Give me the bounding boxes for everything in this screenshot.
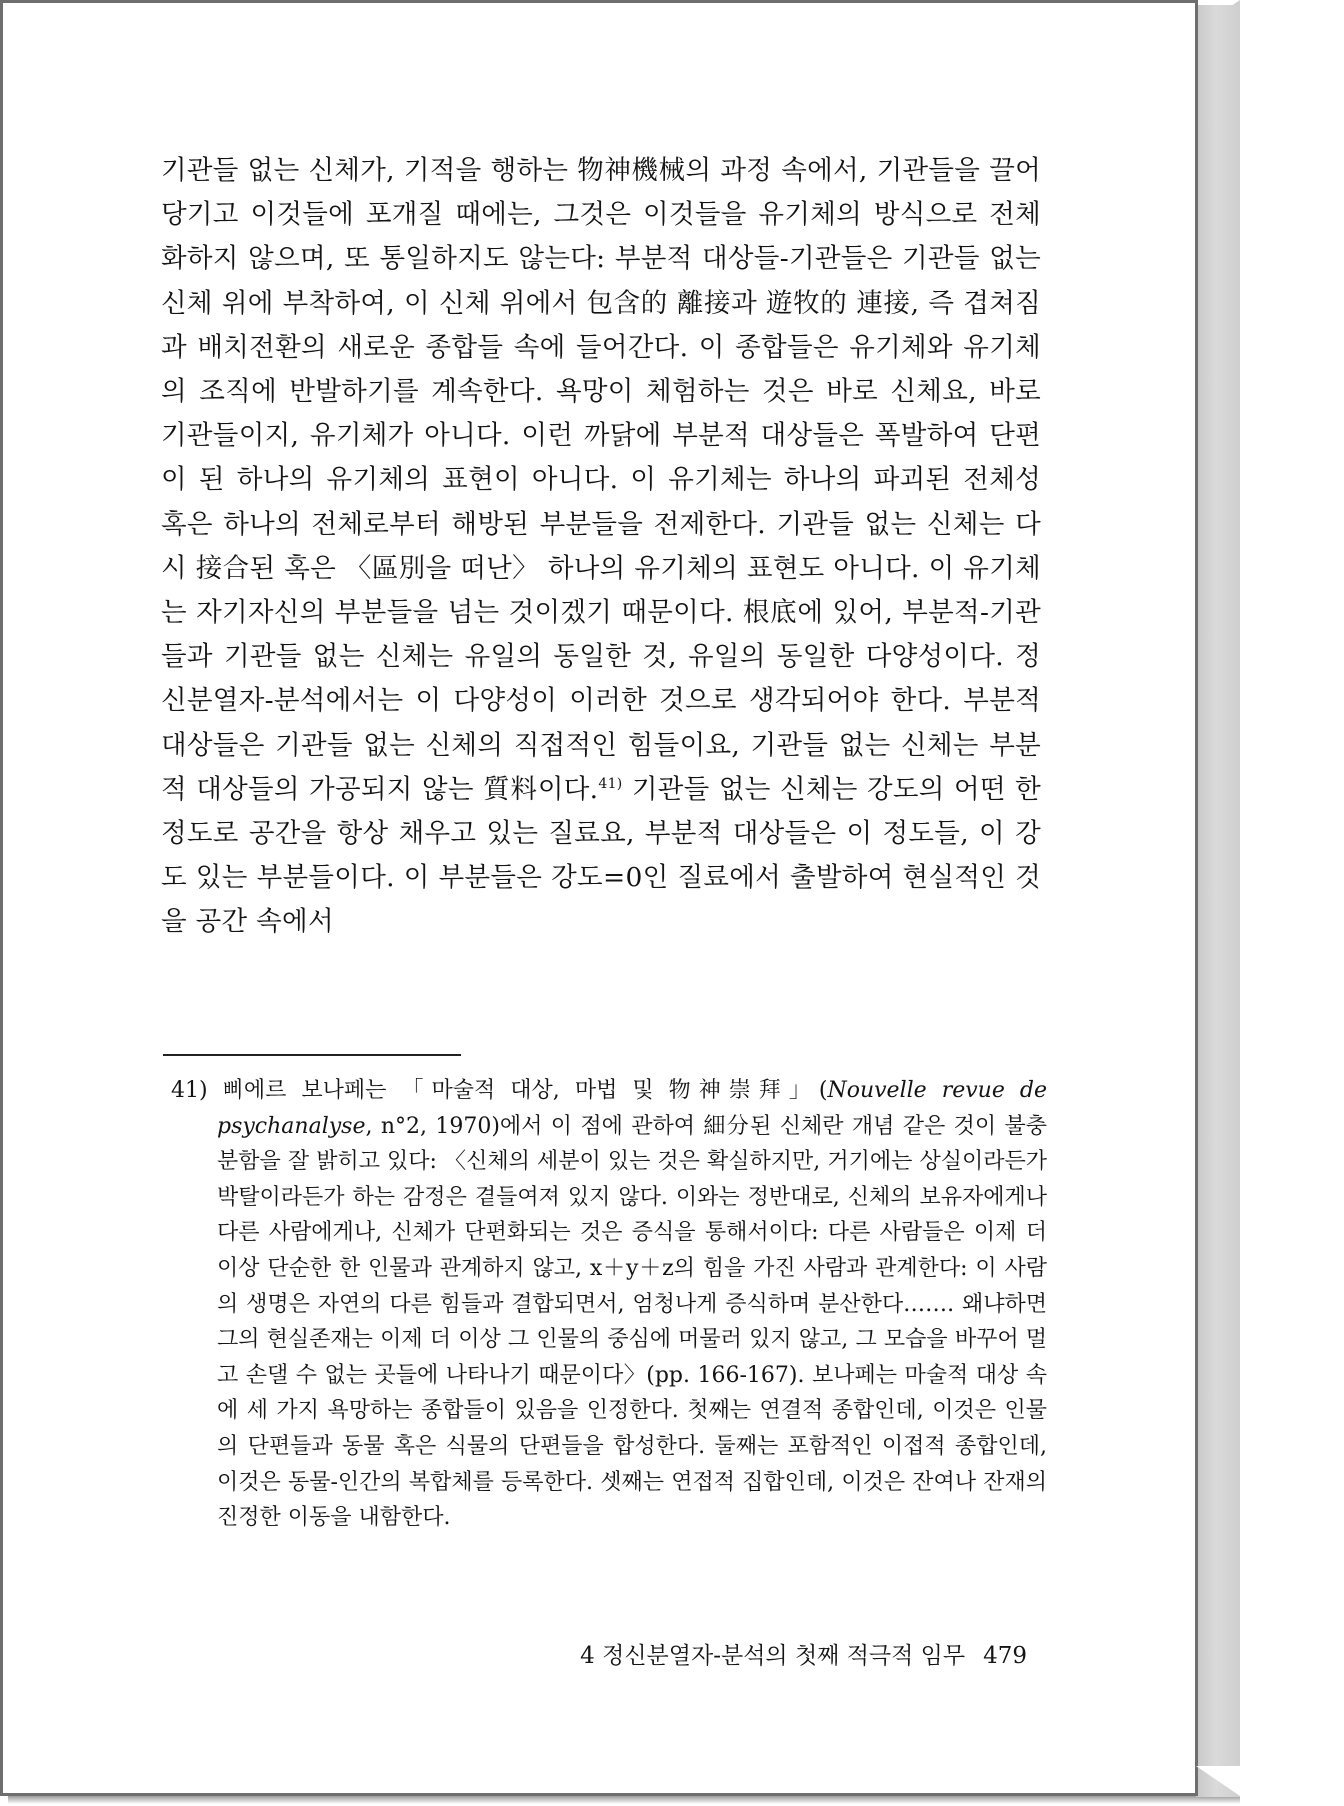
body-text-continued: 기관들 없는 신체는 강도의 어떤 한 정도로 공간을 항상 채우고 있는 질료요, 부분적 대상들은 이 정도들, 이 강도 있는 부분들이다. 이 부분들은 강도=0인 질료에서 출발하여 현실적인 것을 공간 속에서 [161,773,1041,938]
page-edge-bottom [1196,1766,1240,1796]
page-number: 479 [983,1643,1027,1669]
page-shadow [8,1796,1240,1804]
running-footer [553,1641,1027,1671]
footnote-separator [163,1054,461,1056]
footnote-41 [171,1073,1047,1536]
body-text: 기관들 없는 신체가, 기적을 행하는 物神機械의 과정 속에서, 기관들을 끌어당기고 이것들에 포개질 때에는, 그것은 이것들을 유기체의 방식으로 전체화하지 않으며, 또 통일하지도 않는다: 부분적 대상들-기관들은 기관들 없는 신체 위에 부착하여, 이 신체 위에서 包含的 離接과 遊牧的 連接, 즉 겹쳐짐과 배치전환의 새로운 종합들 속에 들어간다. 이 종합들은 유기체와 유기체의 조직에 반발하기를 계속한다. 욕망이 체험하는 것은 바로 신체요, 바로 기관들이지, 유기체가 아니다. 이런 까닭에 부분적 대상들은 폭발하여 단편이 된 하나의 유기체의 표현이 아니다. 이 유기체는 하나의 파괴된 전체성 혹은 하나의 전체로부터 해방된 부분들을 전제한다. 기관들 없는 신체는 다시 接合된 혹은 〈區別을 떠난〉 하나의 유기체의 표현도 아니다. 이 유기체는 자기자신의 부분들을 넘는 것이겠기 때문이다. 根底에 있어, 부분적-기관들과 기관들 없는 신체는 유일의 동일한 것, 유일의 동일한 다양성이다. 정신분열자-분석에서는 이 다양성이 이러한 것으로 생각되어야 한다. 부분적 대상들은 기관들 없는 신체의 직접적인 힘들이요, 기관들 없는 신체는 부분적 대상들의 가공되지 않는 質料이다. [161,155,1041,805]
footnote-reference[interactable]: 41) [598,776,623,793]
page-stack-edge [1196,5,1240,1797]
journal-title: Nouvelle revue de psychanalyse [217,1078,1048,1139]
footnote-number: 41) [171,1078,208,1103]
chapter-title: 4 정신분열자-분석의 첫째 적극적 임무 [580,1643,966,1669]
footnote-text-rest: , n°2, 1970)에서 이 점에 관하여 細分된 신체란 개념 같은 것이 불충분함을 잘 밝히고 있다: 〈신체의 세분이 있는 것은 확실하지만, 거기에는 상실이라든가 박탈이라든가 하는 감정은 곁들여져 있지 않다. 이와는 정반대로, 신체의 보유자에게나 다른 사람에게나, 신체가 단편화되는 것은 증식을 통해서이다: 다른 사람들은 이제 더 이상 단순한 한 인물과 관계하지 않고, x＋y＋z의 힘을 가진 사람과 관계한다: 이 사람의 생명은 자연의 다른 힘들과 결합되면서, 엄청나게 증식하며 분산한다……. 왜냐하면 그의 현실존재는 이제 더 이상 그 인물의 중심에 머물러 있지 않고, 그 모습을 바꾸어 멀고 손댈 수 없는 곳들에 나타나기 때문이다〉(pp. 166-167). 보나페는 마술적 대상 속에 세 가지 욕망하는 종합들이 있음을 인정한다. 첫째는 연결적 종합인데, 이것은 인물의 단편들과 동물 혹은 식물의 단편들을 합성한다. 둘째는 포함적인 이접적 종합인데, 이것은 동물-인간의 복합체를 등록한다. 셋째는 연접적 집합인데, 이것은 잔여나 잔재의 진정한 이동을 내함한다. [217,1113,1047,1531]
body-paragraph [161,149,1041,945]
footnote-text-start: 삐에르 보나페는 「마술적 대상, 마법 및 物神崇拜」( [207,1078,828,1103]
